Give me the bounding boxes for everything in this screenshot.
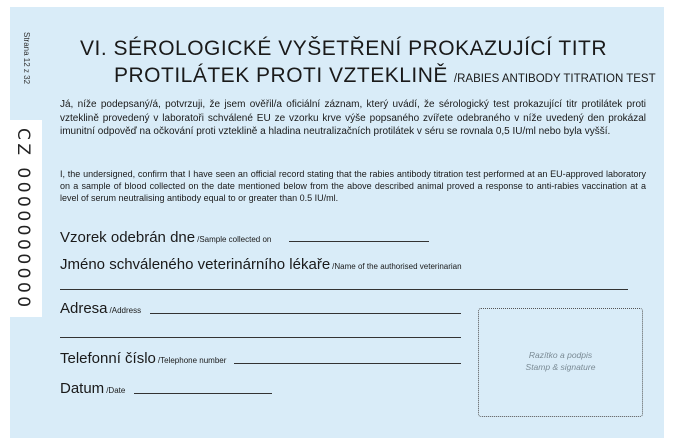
page-number: Strana 12 z 32 [22, 32, 31, 85]
vet-name-label-sub: /Name of the authorised veterinarian [332, 262, 462, 271]
address-field-line1[interactable] [150, 313, 461, 314]
section-title-english: /RABIES ANTIBODY TITRATION TEST [453, 73, 656, 85]
section-title-line2: PROTILÁTEK PROTI VZTEKLINĚ [114, 64, 448, 87]
phone-label [60, 350, 226, 368]
stamp-signature-hint [479, 349, 642, 373]
date-label [60, 380, 125, 398]
address-label-sub: /Address [109, 306, 142, 315]
vet-name-label-main: Jméno schváleného veterinárního lékaře [60, 256, 331, 273]
phone-field[interactable] [234, 363, 461, 364]
statement-english: I, the undersigned, confirm that I have seen an official record stating that the rabies antibody titration test performed at an EU-approved laboratory on a sample of blood collected on the date mentioned below from the above described animal proved a response to anti-rabies vaccination at a level of serum neutralising antibody equal to or greater than 0.5 IU/ml. [60, 169, 646, 203]
statement-czech: Já, níže podepsaný/á, potvrzuji, že jsem ověřil/a oficiální záznam, který uvádí, že sérologický test prokazující titr protilátek proti vzteklině provedený v laboratoři schválené EU ze vzorku krve výše popsaného zvířete odebraného v níže uvedený den prokázal imunitní odpověď na očkování proti vzteklině a hladina neutralizačních protilátek v séru se rovnala 0,5 IU/ml nebo byla vyšší. [60, 99, 646, 137]
sample-date-label-sub: /Sample collected on [197, 235, 272, 244]
phone-label-main: Telefonní číslo [60, 350, 156, 367]
section-title-line1: VI. SÉROLOGICKÉ VYŠETŘENÍ PROKAZUJÍCÍ TITR [80, 37, 608, 60]
phone-label-sub: /Telephone number [157, 356, 227, 365]
stamp-label-czech: Razítko a podpis [528, 350, 593, 360]
address-label-main: Adresa [60, 300, 108, 317]
stamp-signature-box[interactable] [478, 308, 643, 417]
date-label-sub: /Date [106, 386, 126, 395]
section-title-line2-wrap [114, 64, 656, 88]
vet-name-label [60, 256, 462, 274]
passport-number: CZ 0000000000 [13, 128, 33, 311]
date-field[interactable] [134, 393, 272, 394]
address-label [60, 300, 141, 318]
vet-name-field[interactable] [60, 289, 628, 290]
sample-date-label-main: Vzorek odebrán dne [60, 229, 196, 246]
date-label-main: Datum [60, 380, 105, 397]
stamp-label-english: Stamp & signature [525, 362, 596, 372]
sample-date-label [60, 229, 271, 247]
address-field-line2[interactable] [60, 337, 461, 338]
sample-date-field[interactable] [289, 241, 429, 242]
